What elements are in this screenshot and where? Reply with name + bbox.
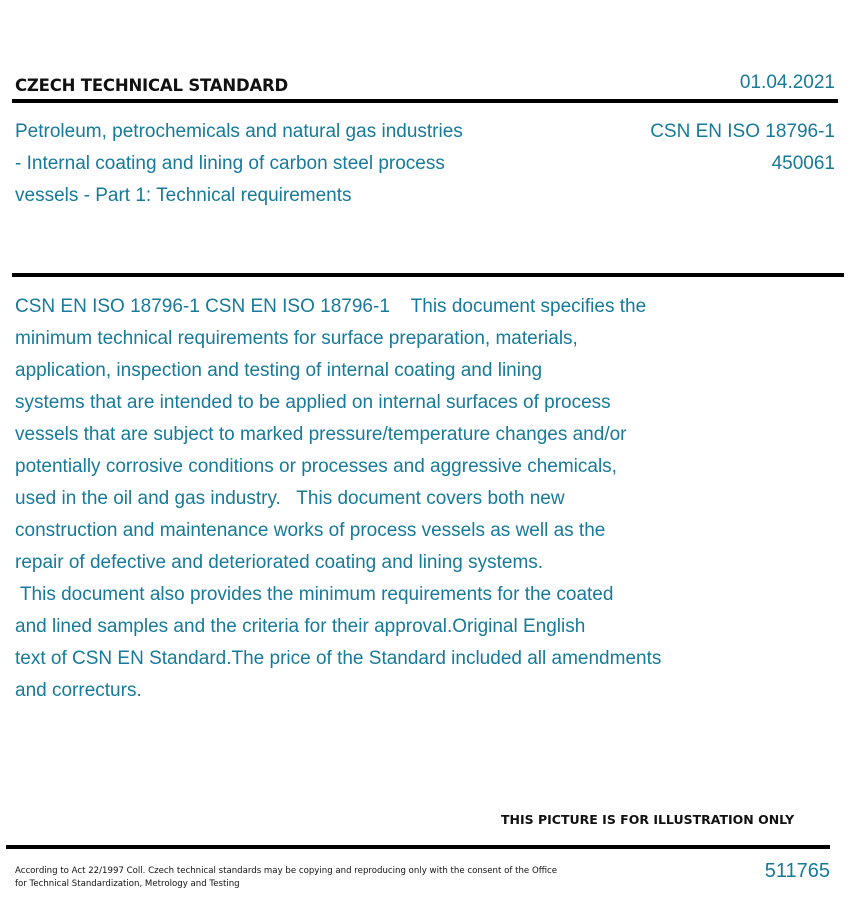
description-line: systems that are intended to be applied on internal surfaces of process <box>15 392 611 413</box>
description-line: application, inspection and testing of internal coating and lining <box>15 360 543 381</box>
description-line: potentially corrosive conditions or processes and aggressive chemicals, <box>15 456 617 477</box>
description-line: used in the oil and gas industry. This document covers both new <box>15 488 565 509</box>
standard-title <box>15 116 575 212</box>
illustration-note: THIS PICTURE IS FOR ILLUSTRATION ONLY <box>501 812 795 827</box>
header-divider <box>12 99 838 103</box>
publication-date: 01.04.2021 <box>739 72 835 93</box>
description-line: minimum technical requirements for surface preparation, materials, <box>15 328 578 349</box>
standard-description <box>15 291 835 707</box>
description-line: construction and maintenance works of process vessels as well as the <box>15 520 606 541</box>
standard-codes <box>650 116 835 180</box>
description-line: This document also provides the minimum requirements for the coated <box>15 584 614 605</box>
description-line: CSN EN ISO 18796-1 CSN EN ISO 18796-1 This document specifies the <box>15 296 647 317</box>
description-line: vessels that are subject to marked pressure/temperature changes and/or <box>15 424 627 445</box>
catalog-number: 511765 <box>764 860 830 882</box>
title-divider <box>12 273 844 277</box>
description-line: repair of defective and deteriorated coating and lining systems. <box>15 552 544 573</box>
description-line: text of CSN EN Standard.The price of the Standard included all amendments <box>15 648 662 669</box>
legal-line: for Technical Standardization, Metrology and Testing <box>15 878 240 889</box>
title-line: - Internal coating and lining of carbon steel process <box>15 153 445 174</box>
standard-code: CSN EN ISO 18796-1 <box>650 121 835 142</box>
title-line: vessels - Part 1: Technical requirements <box>15 185 352 206</box>
description-line: and lined samples and the criteria for their approval.Original English <box>15 616 586 637</box>
legal-line: According to Act 22/1997 Coll. Czech technical standards may be copying and reproducing only with the consent of the Office <box>15 866 558 876</box>
footer-divider <box>6 845 830 849</box>
description-line: and correcturs. <box>15 680 142 701</box>
standard-type-label: CZECH TECHNICAL STANDARD <box>15 76 289 95</box>
legal-notice <box>15 865 557 890</box>
title-line: Petroleum, petrochemicals and natural gas industries <box>15 121 463 142</box>
class-number: 450061 <box>771 153 835 174</box>
